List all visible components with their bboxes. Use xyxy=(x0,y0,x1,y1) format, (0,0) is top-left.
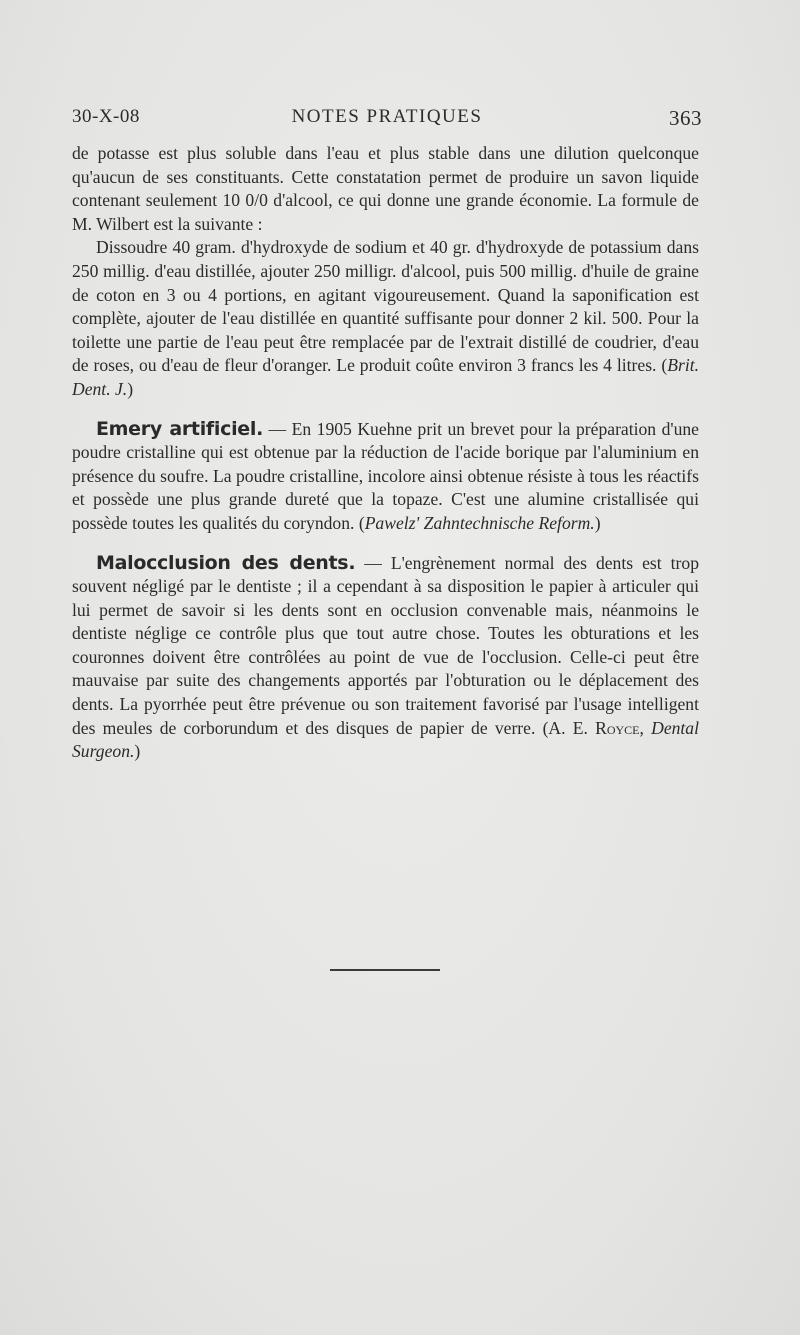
running-head xyxy=(72,106,702,136)
paragraph-continuation xyxy=(72,142,699,236)
citation-author: Royce xyxy=(595,717,640,738)
section-heading: Malocclusion des dents. xyxy=(96,551,356,574)
paragraph-formula xyxy=(72,236,699,401)
section-heading: Emery artificiel. xyxy=(96,417,263,440)
page-number: 363 xyxy=(669,106,702,130)
citation: Dental Surgeon. xyxy=(72,717,699,762)
header-date: 30-X-08 xyxy=(72,106,140,127)
section-text: — En 1905 Kuehne prit un brevet pour la préparation d'une poudre cristalline qui est obtenue par la réduction de l'acide borique par l'aluminium en présence du soufre. La poudre cristalline, incolore ainsi obtenue résiste à tous les réactifs et possède une plus grande dureté que la topaze. C'est une alumine cristallisée qui possède toutes les qualités du coryndon. ( xyxy=(72,418,699,533)
citation-close: ) xyxy=(134,741,141,762)
citation-separator: , xyxy=(639,717,652,738)
citation: Brit. Dent. J. xyxy=(72,355,699,399)
citation: Pawelz' Zahntechnische Reform. xyxy=(364,512,595,533)
citation-close: ) xyxy=(127,378,134,399)
paragraph-text: de potasse est plus soluble dans l'eau et plus stable dans une dilution quelconque qu'aucun de ses constituants. Cette constatation permet de produire un savon liquide contenant seulement 10 0/0 d'alcool, ce qui donne une grande économie. La formule de M. Wilbert est la suivante : xyxy=(72,143,699,234)
citation-close: ) xyxy=(594,512,601,533)
section-malocclusion xyxy=(72,552,699,764)
end-rule xyxy=(330,969,440,971)
paragraph-text: Dissoudre 40 gram. d'hydroxyde de sodium et 40 gr. d'hydroxyde de potassium dans 250 millig. d'eau distillée, ajouter 250 milligr. d'alcool, puis 500 millig. d'huile de graine de coton en 3 ou 4 portions, en agitant vigoureusement. Quand la saponification est complète, ajouter de l'eau distillée en quantité suffisante pour donner 2 kil. 500. Pour la toilette une partie de l'eau peut être remplacée par de l'extrait distillé de coudrier, d'eau de roses, ou d'eau de fleur d'oranger. Le produit coûte environ 3 francs les 4 litres. ( xyxy=(72,237,699,376)
section-emery xyxy=(72,418,699,536)
header-title: NOTES PRATIQUES xyxy=(291,106,483,127)
section-text: — L'engrènement normal des dents est trop souvent négligé par le dentiste ; il a cependant à sa disposition le papier à articuler qui lui permet de savoir si les dents sont en occlusion convenable mais, néanmoins le dentiste néglige ce contrôle plus que tout autre chose. Toutes les obturations et les couronnes doivent être contrôlées au point de vue de l'occlusion. Celle-ci peut être mauvaise par suite des changements apportés par l'obturation ou le déplacement des dents. La pyorrhée peut être prévenue ou son traitement favorisé par l'usage intelligent des meules de corborundum et des disques de papier de verre. (A. E. xyxy=(72,552,699,738)
body-text xyxy=(72,142,699,764)
